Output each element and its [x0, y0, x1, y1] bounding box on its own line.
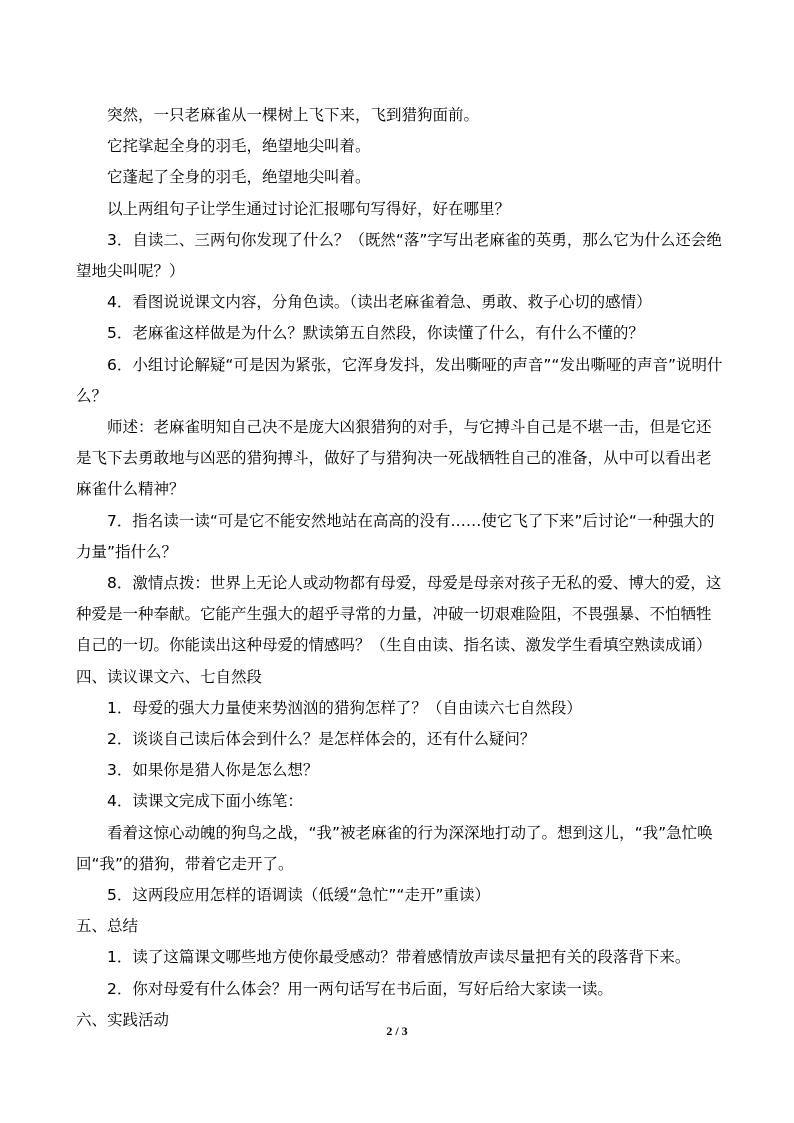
section-heading: 五、总结: [76, 917, 139, 936]
section-heading: 四、读议课文六、七自然段: [76, 667, 263, 686]
paragraph: 7．指名读一读“可是它不能安然地站在高高的没有……使它飞了下来”后讨论“一种强大的力量”指什么？: [76, 511, 715, 561]
paragraph: 4．看图说说课文内容，分角色读。（读出老麻雀着急、勇敢、救子心切的感情）: [107, 293, 652, 312]
paragraph: 看着这惊心动魄的狗鸟之战，“我”被老麻雀的行为深深地打动了。想到这儿，“我”急忙唤回“我”的猎狗，带着它走开了。: [76, 823, 713, 873]
paragraph: 2．你对母爱有什么体会？用一两句话写在书后面，写好后给大家读一读。: [107, 979, 613, 998]
paragraph: 5．这两段应用怎样的语调读（低缓“急忙”“走开”重读）: [107, 886, 490, 905]
paragraph: 3．如果你是猎人你是怎么想？: [107, 761, 319, 780]
paragraph: 它蓬起了全身的羽毛，绝望地尖叫着。: [107, 168, 371, 187]
paragraph: 6．小组讨论解疑“可是因为紧张，它浑身发抖，发出嘶哑的声音”“发出嘶哑的声音”说明什么？: [76, 355, 723, 405]
paragraph: 3．自读二、三两句你发现了什么？（既然“落”字写出老麻雀的英勇，那么它为什么还会绝望地尖叫呢？）: [76, 230, 722, 281]
paragraph: 4．读课文完成下面小练笔：: [107, 792, 303, 811]
page-number: 2 / 3: [386, 1024, 408, 1038]
paragraph: 它挓挲起全身的羽毛，绝望地尖叫着。: [107, 137, 371, 156]
paragraph: 1．读了这篇课文哪些地方使你最受感动？带着感情放声读尽量把有关的段落背下来。: [107, 948, 691, 967]
paragraph: 以上两组句子让学生通过讨论汇报哪句写得好，好在哪里？: [107, 199, 511, 218]
paragraph: 师述：老麻雀明知自己决不是庞大凶狠猎狗的对手，与它搏斗自己是不堪一击，但是它还是飞下去勇敢地与凶恶的猎狗搏斗，做好了与猎狗决一死战牺牲自己的准备，从中可以看出老麻雀什么精神？: [76, 418, 712, 499]
document-body: [76, 100, 724, 1036]
paragraph: 5．老麻雀这样做是为什么？默读第五自然段，你读懂了什么，有什么不懂的？: [107, 324, 644, 343]
section-heading: 六、实践活动: [76, 1010, 170, 1029]
paragraph: 2．谈谈自己读后体会到什么？是怎样体会的，还有什么疑问？: [107, 730, 536, 749]
paragraph: 8．激情点拨：世界上无论人或动物都有母爱，母爱是母亲对孩子无私的爱、博大的爱，这种爱是一种奉献。它能产生强大的超乎寻常的力量，冲破一切艰难险阻，不畏强暴、不怕牺牲自己的一切。你能读出这种母爱的情感吗？（生自由读、指名读、激发学生看填空熟读成诵）: [76, 574, 722, 655]
paragraph: 突然，一只老麻雀从一棵树上飞下来，飞到猎狗面前。: [107, 106, 480, 124]
paragraph: 1．母爱的强大力量使来势汹汹的猎狗怎样了？（自由读六七自然段）: [107, 698, 582, 717]
